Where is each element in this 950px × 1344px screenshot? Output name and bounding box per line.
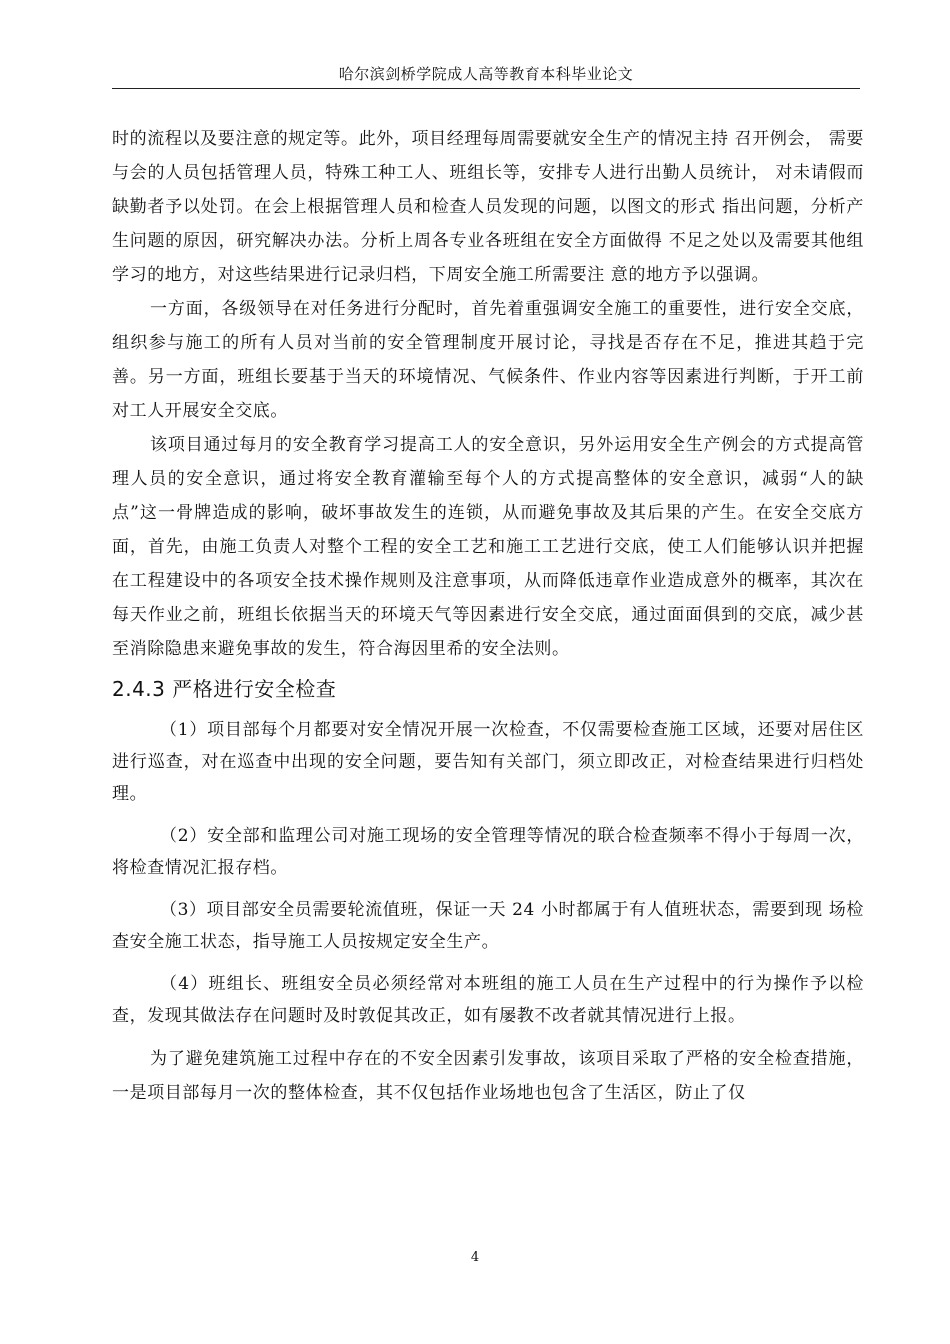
header-divider	[112, 88, 860, 89]
paragraph-continuation: 时的流程以及要注意的规定等。此外，项目经理每周需要就安全生产的情况主持 召开例会， 需要与会的人员包括管理人员，特殊工种工人、班组长等，安排专人进行出勤人员统计， 对未请假而缺勤者予以处罚。在会上根据管理人员和检查人员发现的问题，以图文的形式 指出问题，分析产生问题的原因，研究解决办法。分析上周各专业各班组在安全方面做得 不足之处以及需要其他组学习的地方，对这些结果进行记录归档，下周安全施工所需要注 意的地方予以强调。	[112, 129, 864, 285]
document-body	[112, 122, 864, 1110]
list-item-1: （1）项目部每个月都要对安全情况开展一次检查，不仅需要检查施工区域，还要对居住区进行巡查，对在巡查中出现的安全问题，要告知有关部门，须立即改正，对检查结果进行归档处理。	[112, 720, 864, 804]
page-number: 4	[470, 1250, 480, 1265]
list-item-4: （4）班组长、班组安全员必须经常对本班组的施工人员在生产过程中的行为操作予以检查，发现其做法存在问题时及时敦促其改正，如有屡教不改者就其情况进行上报。	[112, 974, 864, 1026]
paragraph-safety-education: 该项目通过每月的安全教育学习提高工人的安全意识，另外运用安全生产例会的方式提高管理人员的安全意识，通过将安全教育灌输至每个人的方式提高整体的安全意识，减弱“人的缺点”这一骨牌造成的影响，破坏事故发生的连锁，从而避免事故及其后果的产生。在安全交底方面，首先，由施工负责人对整个工程的安全工艺和施工工艺进行交底，使工人们能够认识并把握在工程建设中的各项安全技术操作规则及注意事项，从而降低违章作业造成意外的概率，其次在每天作业之前，班组长依据当天的环境天气等因素进行安全交底，通过面面俱到的交底，减少甚至消除隐患来避免事故的发生，符合海因里希的安全法则。	[112, 435, 864, 659]
paragraph-safety-briefing: 一方面，各级领导在对任务进行分配时，首先着重强调安全施工的重要性，进行安全交底，组织参与施工的所有人员对当前的安全管理制度开展讨论，寻找是否存在不足，推进其趋于完善。另一方面，班组长要基于当天的环境情况、气候条件、作业内容等因素进行判断，于开工前对工人开展安全交底。	[112, 299, 864, 421]
list-item-2: （2）安全部和监理公司对施工现场的安全管理等情况的联合检查频率不得小于每周一次，将检查情况汇报存档。	[112, 826, 864, 878]
section-heading: 2.4.3 严格进行安全检查	[112, 677, 337, 701]
paragraph-inspection-measures: 为了避免建筑施工过程中存在的不安全因素引发事故，该项目采取了严格的安全检查措施，一是项目部每月一次的整体检查，其不仅包括作业场地也包含了生活区，防止了仅	[112, 1049, 864, 1103]
list-item-3: （3）项目部安全员需要轮流值班，保证一天 24 小时都属于有人值班状态，需要到现 场检查安全施工状态，指导施工人员按规定安全生产。	[112, 900, 864, 952]
page-header: 哈尔滨剑桥学院成人高等教育本科毕业论文	[338, 65, 634, 83]
